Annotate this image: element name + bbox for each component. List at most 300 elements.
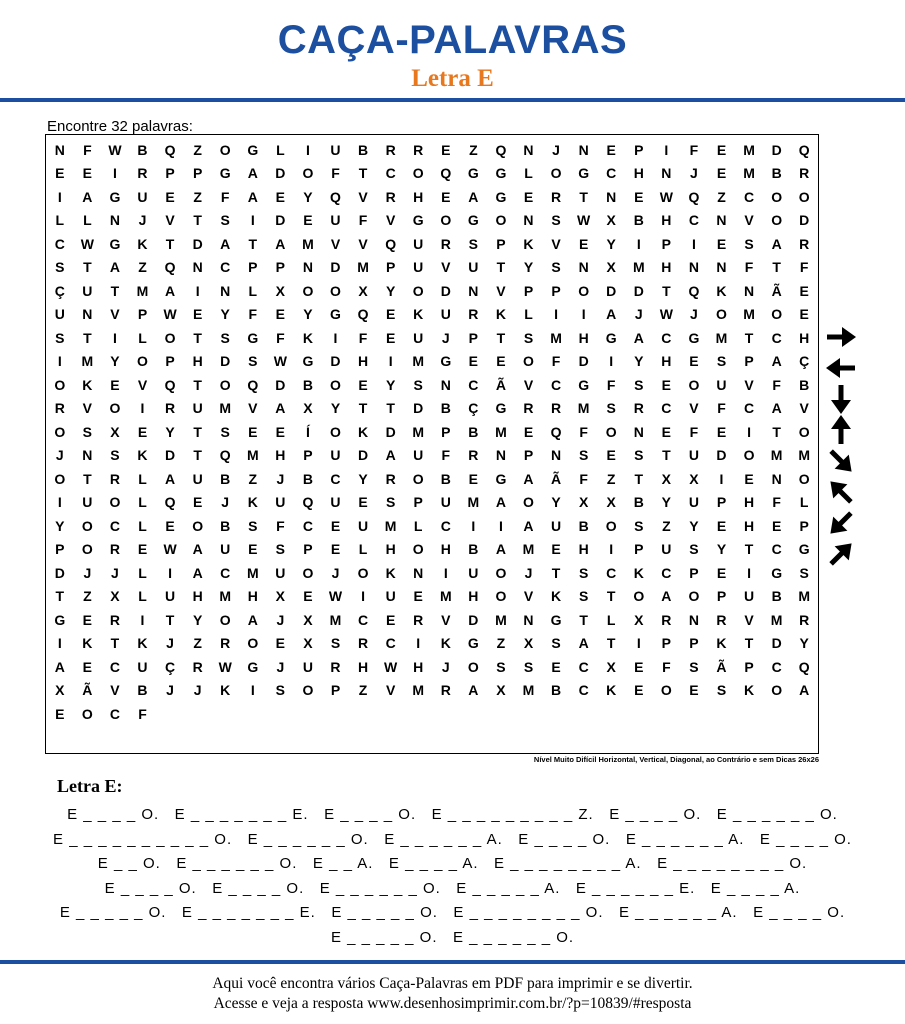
grid-cell: E <box>661 376 672 393</box>
grid-cell: H <box>578 329 589 346</box>
grid-cell: X <box>358 282 368 299</box>
grid-cell: C <box>358 611 369 628</box>
grid-cell: P <box>496 235 506 252</box>
grid-cell: S <box>689 658 699 675</box>
grid-cell: Z <box>193 141 202 158</box>
grid-cell: M <box>439 588 452 605</box>
grid-cell: K <box>358 423 369 440</box>
grid-cell: A <box>468 682 479 699</box>
grid-cell: G <box>54 611 66 628</box>
grid-cell: T <box>744 329 754 346</box>
grid-cell: J <box>634 306 643 323</box>
grid-cell: I <box>609 541 614 558</box>
grid-cell: B <box>633 494 644 511</box>
grid-cell: G <box>495 165 507 182</box>
grid-cell: F <box>772 494 781 511</box>
grid-cell: Y <box>192 611 203 628</box>
grid-cell: P <box>303 447 313 464</box>
grid-cell: O <box>219 376 231 393</box>
grid-cell: D <box>771 635 782 652</box>
grid-cell: H <box>385 541 396 558</box>
grid-cell: G <box>330 306 341 323</box>
grid-cell: E <box>634 188 644 205</box>
grid-cell: E <box>275 188 286 205</box>
grid-cell: D <box>220 353 231 370</box>
grid-cell: F <box>689 141 699 158</box>
grid-cell: M <box>743 306 755 323</box>
grid-cell: R <box>109 541 120 558</box>
grid-cell: N <box>744 282 755 299</box>
grid-cell: E <box>523 188 534 205</box>
grid-cell: I <box>747 423 751 440</box>
grid-cell: N <box>661 165 672 182</box>
grid-cell: H <box>661 259 672 276</box>
grid-cell: C <box>109 517 120 534</box>
grid-cell: D <box>606 282 617 299</box>
grid-cell: P <box>799 517 809 534</box>
grid-cell: G <box>247 658 259 675</box>
grid-cell: Q <box>219 447 231 464</box>
grid-cell: C <box>330 470 341 487</box>
grid-cell: O <box>164 329 176 346</box>
grid-cell: D <box>413 400 424 417</box>
grid-cell: A <box>109 259 120 276</box>
grid-cell: L <box>606 611 616 628</box>
grid-cell: R <box>633 400 644 417</box>
grid-cell: H <box>413 188 424 205</box>
grid-cell: F <box>220 188 230 205</box>
grid-cell: O <box>688 588 700 605</box>
grid-cell: P <box>303 541 313 558</box>
grid-cell: K <box>247 494 258 511</box>
grid-cell: K <box>137 447 148 464</box>
arrow-up-left-icon <box>822 477 860 507</box>
grid-cell: S <box>634 376 644 393</box>
grid-cell: M <box>770 611 783 628</box>
grid-cell: U <box>413 329 424 346</box>
grid-cell: E <box>523 423 534 440</box>
grid-cell: I <box>471 517 476 534</box>
grid-cell: P <box>137 306 148 323</box>
grid-cell: U <box>716 376 727 393</box>
grid-cell: E <box>661 423 672 440</box>
grid-cell: E <box>165 517 175 534</box>
grid-cell: K <box>495 306 506 323</box>
grid-cell: I <box>691 235 696 252</box>
grid-cell: Q <box>385 235 397 252</box>
grid-cell: N <box>578 141 589 158</box>
grid-cell: F <box>551 353 561 370</box>
grid-cell: M <box>136 282 149 299</box>
grid-cell: U <box>688 447 699 464</box>
grid-cell: C <box>578 682 589 699</box>
grid-cell: S <box>551 635 561 652</box>
grid-cell: V <box>799 400 809 417</box>
grid-cell: I <box>388 353 393 370</box>
grid-cell: J <box>690 306 698 323</box>
grid-cell: Y <box>385 376 396 393</box>
grid-cell: J <box>55 447 64 464</box>
grid-cell: U <box>385 588 396 605</box>
grid-cell: Z <box>496 635 506 652</box>
grid-cell: E <box>137 541 148 558</box>
grid-cell: E <box>716 423 727 440</box>
grid-cell: T <box>606 588 616 605</box>
grid-cell: O <box>81 705 93 722</box>
grid-cell: U <box>54 306 65 323</box>
grid-cell: R <box>165 400 176 417</box>
grid-cell: I <box>112 165 117 182</box>
grid-cell: C <box>109 658 120 675</box>
grid-cell: M <box>522 682 535 699</box>
grid-cell: E <box>248 541 258 558</box>
grid-cell: P <box>634 541 644 558</box>
grid-cell: Q <box>164 141 176 158</box>
grid-cell: Í <box>305 423 310 440</box>
grid-cell: N <box>192 259 203 276</box>
grid-cell: U <box>744 588 755 605</box>
grid-cell: I <box>140 400 145 417</box>
grid-cell: F <box>358 212 368 229</box>
grid-cell: O <box>412 541 424 558</box>
grid-cell: D <box>275 165 286 182</box>
grid-cell: C <box>688 212 699 229</box>
grid-cell: B <box>137 141 148 158</box>
grid-cell: R <box>385 188 396 205</box>
grid-cell: E <box>496 353 506 370</box>
grid-cell: E <box>716 564 727 581</box>
grid-cell: G <box>605 329 617 346</box>
grid-cell: E <box>716 517 727 534</box>
grid-cell: O <box>771 212 783 229</box>
grid-cell: C <box>385 635 396 652</box>
grid-cell: K <box>633 564 644 581</box>
grid-cell: I <box>747 564 751 581</box>
grid-cell: C <box>220 259 231 276</box>
clue-line: E _ _ O. E _ _ _ _ _ _ O. E _ _ A. E _ _ _ _ A. E _ _ _ _ _ _ _ _ A. E _ _ _ _ _ _ _ _ O. <box>97 855 808 872</box>
grid-cell: U <box>330 494 341 511</box>
grid-cell: F <box>689 423 699 440</box>
grid-cell: S <box>468 235 479 252</box>
grid-cell: T <box>579 611 588 628</box>
grid-cell: X <box>661 470 672 487</box>
grid-cell: M <box>246 447 259 464</box>
grid-cell: D <box>165 447 176 464</box>
grid-cell: X <box>303 635 313 652</box>
grid-cell: Y <box>716 541 727 558</box>
grid-cell: S <box>523 658 534 675</box>
grid-cell: Y <box>55 517 65 534</box>
grid-cell: H <box>799 329 810 346</box>
grid-cell: P <box>551 282 561 299</box>
grid-cell: P <box>689 635 699 652</box>
grid-cell: F <box>772 376 781 393</box>
grid-cell: A <box>771 235 782 252</box>
grid-cell: C <box>661 329 672 346</box>
grid-cell: E <box>716 141 727 158</box>
grid-cell: E <box>689 682 699 699</box>
clue-line: E _ _ _ _ _ O. E _ _ _ _ _ _ _ E. E _ _ _ _ _ O. E _ _ _ _ _ _ _ _ O. E _ _ _ _ _ _ A. E _ _ _ _ O. <box>59 904 846 921</box>
grid-cell: J <box>331 564 340 581</box>
arrow-down-right-icon <box>822 446 860 476</box>
grid-cell: T <box>358 400 368 417</box>
clue-list <box>0 803 905 950</box>
grid-cell: P <box>744 658 754 675</box>
grid-cell: N <box>771 470 782 487</box>
grid-cell: O <box>716 306 727 323</box>
grid-cell: T <box>248 235 258 252</box>
grid-cell: A <box>165 470 176 487</box>
grid-cell: E <box>137 423 148 440</box>
grid-cell: D <box>192 235 203 252</box>
grid-cell: N <box>468 282 479 299</box>
grid-cell: O <box>633 588 645 605</box>
grid-cell: J <box>166 682 174 699</box>
grid-cell: A <box>606 306 617 323</box>
grid-cell: E <box>606 447 616 464</box>
footer-divider <box>0 960 905 964</box>
grid-cell: R <box>551 400 562 417</box>
grid-cell: C <box>661 400 672 417</box>
grid-cell: Z <box>469 141 478 158</box>
grid-cell: H <box>661 212 672 229</box>
grid-cell: Q <box>688 282 700 299</box>
grid-cell: K <box>385 564 396 581</box>
grid-cell: X <box>110 423 120 440</box>
grid-cell: E <box>275 306 286 323</box>
grid-cell: V <box>523 588 534 605</box>
grid-cell: G <box>302 353 314 370</box>
grid-cell: Q <box>688 188 700 205</box>
grid-cell: N <box>716 259 727 276</box>
arrow-down-icon <box>822 384 860 414</box>
grid-cell: H <box>192 353 203 370</box>
grid-cell: D <box>330 259 341 276</box>
grid-cell: X <box>496 682 506 699</box>
grid-cell: L <box>358 541 368 558</box>
grid-cell: V <box>82 400 93 417</box>
grid-cell: M <box>384 517 397 534</box>
grid-cell: J <box>138 212 147 229</box>
grid-cell: L <box>276 141 285 158</box>
grid-cell: O <box>302 165 314 182</box>
grid-cell: T <box>193 423 202 440</box>
grid-cell: W <box>328 588 343 605</box>
grid-cell: N <box>523 141 534 158</box>
grid-cell: U <box>688 494 699 511</box>
grid-cell: O <box>798 188 810 205</box>
grid-cell: U <box>137 658 148 675</box>
grid-cell: G <box>495 400 507 417</box>
clue-line: E _ _ _ _ _ _ _ _ _ _ O. E _ _ _ _ _ _ O. E _ _ _ _ _ _ A. E _ _ _ _ O. E _ _ _ _ _ _ A. E _ _ _ _ O. <box>53 830 852 848</box>
grid-cell: V <box>441 611 451 628</box>
grid-cell: K <box>606 682 617 699</box>
grid-cell: T <box>744 635 754 652</box>
grid-cell: E <box>330 541 341 558</box>
arrow-up-right-icon <box>822 539 860 569</box>
grid-cell: V <box>551 235 561 252</box>
grid-cell: U <box>468 564 479 581</box>
grid-cell: E <box>385 611 396 628</box>
clues-label: Letra E: <box>57 776 123 796</box>
grid-cell: E <box>303 588 313 605</box>
grid-cell: O <box>771 188 783 205</box>
grid-cell: R <box>716 611 727 628</box>
grid-cell: O <box>440 212 452 229</box>
grid-cell: I <box>195 282 200 299</box>
grid-cell: L <box>413 517 423 534</box>
grid-cell: M <box>412 682 425 699</box>
grid-cell: T <box>83 259 92 276</box>
grid-cell: I <box>664 141 669 158</box>
grid-cell: U <box>275 564 286 581</box>
grid-cell: E <box>385 306 396 323</box>
page-subtitle: Letra E <box>411 65 494 92</box>
grid-cell: S <box>578 447 589 464</box>
grid-cell: X <box>689 470 699 487</box>
grid-cell: Z <box>193 188 202 205</box>
grid-cell: K <box>551 588 562 605</box>
grid-cell: C <box>109 705 120 722</box>
grid-cell: V <box>441 259 451 276</box>
grid-cell: E <box>248 423 258 440</box>
grid-cell: A <box>220 235 231 252</box>
grid-cell: L <box>138 564 147 581</box>
grid-cell: T <box>193 447 202 464</box>
footer-line: Aqui você encontra vários Caça-Palavras em PDF para imprimir e se divertir. <box>212 975 693 992</box>
grid-cell: I <box>719 470 724 487</box>
grid-cell: O <box>412 165 424 182</box>
grid-cell: A <box>495 541 506 558</box>
grid-cell: N <box>688 611 699 628</box>
grid-cell: O <box>81 517 93 534</box>
grid-cell: V <box>385 212 396 229</box>
arrow-right-icon <box>822 322 860 352</box>
grid-cell: T <box>83 329 92 346</box>
grid-cell: J <box>441 329 450 346</box>
grid-cell: Ã <box>82 682 93 699</box>
grid-cell: Y <box>330 400 341 417</box>
grid-cell: I <box>609 353 614 370</box>
grid-cell: E <box>578 235 589 252</box>
grid-cell: P <box>248 259 258 276</box>
grid-cell: F <box>83 141 92 158</box>
grid-cell: I <box>361 588 365 605</box>
grid-cell: S <box>220 212 230 229</box>
grid-cell: E <box>634 658 644 675</box>
grid-cell: N <box>523 212 534 229</box>
grid-cell: N <box>220 282 231 299</box>
grid-cell: C <box>440 517 451 534</box>
grid-cell: O <box>219 611 231 628</box>
grid-cell: P <box>716 494 727 511</box>
grid-cell: G <box>550 611 562 628</box>
grid-cell: A <box>247 611 258 628</box>
grid-cell: E <box>358 376 368 393</box>
grid-cell: W <box>80 235 94 252</box>
grid-cell: U <box>192 400 203 417</box>
grid-cell: S <box>578 564 589 581</box>
footer-link-text: Acesse e veja a resposta www.desenhosimprimir.com.br/?p=10839/#resposta <box>213 995 692 1012</box>
grid-cell: Q <box>330 188 341 205</box>
grid-cell: I <box>416 635 421 652</box>
grid-cell: D <box>275 376 286 393</box>
grid-cell: E <box>192 306 203 323</box>
grid-cell: S <box>551 259 561 276</box>
grid-cell: O <box>771 682 783 699</box>
grid-cell: C <box>606 564 617 581</box>
arrow-down-left-icon <box>822 508 860 538</box>
grid-cell: I <box>250 682 255 699</box>
grid-cell: H <box>661 353 672 370</box>
grid-cell: X <box>303 611 313 628</box>
grid-cell: O <box>54 376 66 393</box>
grid-cell: Q <box>440 165 452 182</box>
grid-cell: W <box>577 212 591 229</box>
grid-cell: J <box>524 564 533 581</box>
grid-cell: R <box>799 235 810 252</box>
grid-cell: P <box>744 353 754 370</box>
grid-cell: V <box>744 611 754 628</box>
grid-cell: B <box>468 541 479 558</box>
grid-cell: A <box>771 353 782 370</box>
grid-cell: X <box>55 682 65 699</box>
grid-cell: O <box>798 470 810 487</box>
grid-cell: G <box>440 353 452 370</box>
grid-cell: P <box>275 259 286 276</box>
grid-cell: S <box>385 494 396 511</box>
grid-cell: E <box>441 188 451 205</box>
grid-cell: M <box>219 400 232 417</box>
word-search-grid <box>45 134 819 754</box>
grid-cell: G <box>109 188 121 205</box>
grid-cell: K <box>716 635 727 652</box>
grid-cell: A <box>799 682 810 699</box>
grid-cell: M <box>302 235 314 252</box>
grid-cell: Y <box>689 517 699 534</box>
grid-cell: V <box>496 282 506 299</box>
grid-cell: S <box>689 541 699 558</box>
grid-cell: C <box>302 517 313 534</box>
grid-cell: A <box>247 188 258 205</box>
grid-cell: E <box>744 470 754 487</box>
grid-cell: F <box>579 470 588 487</box>
grid-cell: E <box>468 470 479 487</box>
grid-cell: O <box>412 282 424 299</box>
grid-cell: O <box>660 682 672 699</box>
grid-cell: F <box>248 306 258 323</box>
grid-cell: S <box>634 517 644 534</box>
grid-cell: H <box>247 588 258 605</box>
grid-cell: E <box>716 165 727 182</box>
grid-cell: U <box>413 447 424 464</box>
grid-cell: E <box>358 494 368 511</box>
grid-cell: A <box>385 447 396 464</box>
grid-cell: E <box>468 353 479 370</box>
grid-cell: R <box>413 141 424 158</box>
footer <box>0 974 905 1014</box>
grid-cell: C <box>744 188 755 205</box>
grid-cell: O <box>192 517 204 534</box>
grid-cell: T <box>496 259 506 276</box>
grid-cell: M <box>329 611 342 628</box>
grid-cell: O <box>743 447 755 464</box>
grid-cell: V <box>137 376 148 393</box>
grid-cell: Ç <box>54 282 65 299</box>
grid-cell: Q <box>495 141 507 158</box>
grid-cell: F <box>799 259 809 276</box>
grid-cell: U <box>413 259 424 276</box>
